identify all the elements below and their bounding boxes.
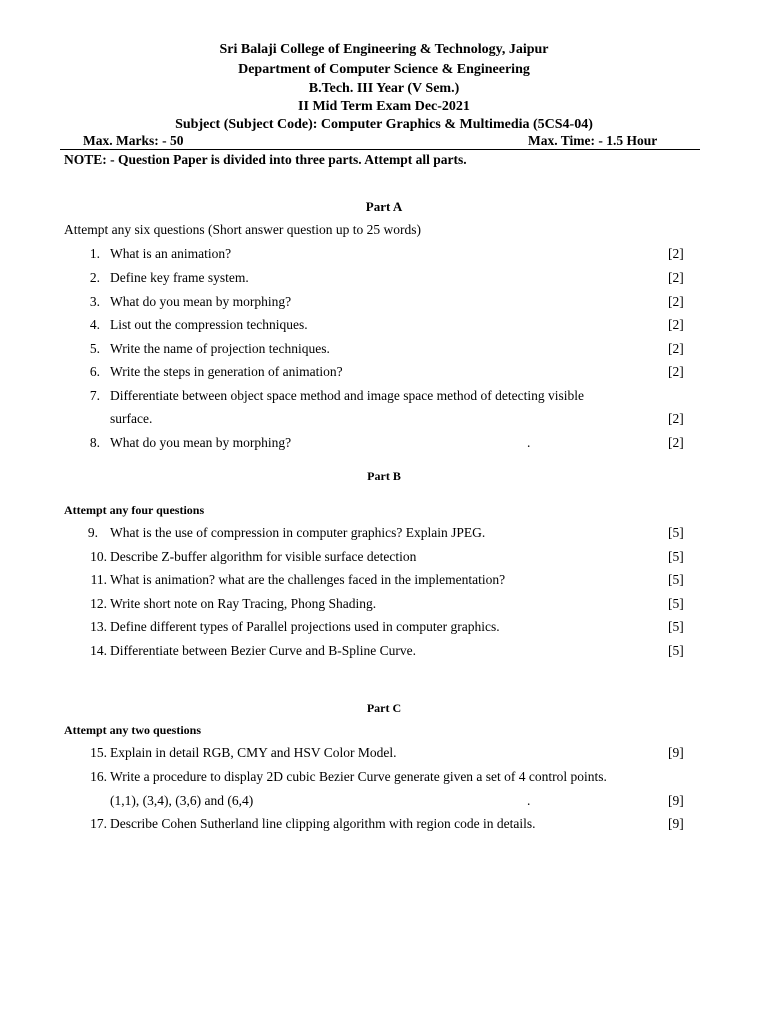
question-number: 7. xyxy=(89,388,100,403)
question-number: 10. xyxy=(90,549,107,564)
question-text: Differentiate between object space method and image space method of detecting visible xyxy=(110,388,584,403)
question-text: What do you mean by morphing? xyxy=(110,294,292,309)
question-text: List out the compression techniques. xyxy=(110,317,308,332)
question-text: Explain in detail RGB, CMY and HSV Color Model. xyxy=(110,745,397,760)
stray-dot: . xyxy=(527,793,531,808)
question-marks: [2] xyxy=(668,435,684,450)
question-marks: [2] xyxy=(668,317,684,332)
question-marks: [5] xyxy=(668,619,684,634)
question-marks: [5] xyxy=(668,525,684,540)
question-number: 16. xyxy=(90,769,107,784)
question-text: Define key frame system. xyxy=(110,270,249,285)
question-number: 9. xyxy=(87,525,98,540)
question-marks: [2] xyxy=(668,270,684,285)
question-text: Write short note on Ray Tracing, Phong Shading. xyxy=(110,596,377,611)
question-text: What is an animation? xyxy=(110,246,232,261)
question-text-continued: (1,1), (3,4), (3,6) and (6,4) xyxy=(110,793,254,808)
question-marks: [5] xyxy=(668,549,684,564)
question-number: 15. xyxy=(90,745,107,760)
part-c-instruction: Attempt any two questions xyxy=(64,723,202,737)
question-marks: [2] xyxy=(668,411,684,426)
part-c-title: Part C xyxy=(366,701,402,715)
question-marks: [2] xyxy=(668,246,684,261)
part-b-title: Part B xyxy=(367,469,401,483)
question-text: Define different types of Parallel projections used in computer graphics. xyxy=(110,619,500,634)
question-marks: [2] xyxy=(668,364,684,379)
exam-note: NOTE: - Question Paper is divided into three parts. Attempt all parts. xyxy=(64,152,467,167)
question-marks: [2] xyxy=(668,341,684,356)
subject-line: Subject (Subject Code): Computer Graphics & Multimedia (5CS4-04) xyxy=(175,117,593,132)
question-marks: [9] xyxy=(668,816,684,831)
part-a-instruction: Attempt any six questions (Short answer question up to 25 words) xyxy=(64,222,421,237)
question-number: 8. xyxy=(89,435,100,450)
department-name: Department of Computer Science & Engineering xyxy=(238,62,530,77)
question-text-continued: surface. xyxy=(110,411,153,426)
question-text: Differentiate between Bezier Curve and B-Spline Curve. xyxy=(110,643,417,658)
question-number: 12. xyxy=(90,596,107,611)
question-marks: [5] xyxy=(668,643,684,658)
part-b-instruction: Attempt any four questions xyxy=(64,503,205,517)
part-a-title: Part A xyxy=(365,199,403,214)
question-text: Write the steps in generation of animation? xyxy=(110,364,343,379)
question-marks: [2] xyxy=(668,294,684,309)
question-text: Write the name of projection techniques. xyxy=(110,341,330,356)
course-year: B.Tech. III Year (V Sem.) xyxy=(308,81,460,96)
header-divider xyxy=(60,149,700,150)
question-number: 11. xyxy=(90,572,107,587)
college-name: Sri Balaji College of Engineering & Technology, Jaipur xyxy=(219,42,549,57)
question-number: 13. xyxy=(90,619,107,634)
question-number: 14. xyxy=(90,643,107,658)
question-text: Describe Z-buffer algorithm for visible surface detection xyxy=(110,549,417,564)
question-number: 5. xyxy=(89,341,100,356)
max-time: Max. Time: - 1.5 Hour xyxy=(528,133,658,148)
question-number: 6. xyxy=(89,364,100,379)
question-text: Write a procedure to display 2D cubic Bezier Curve generate given a set of 4 control points. xyxy=(110,769,607,784)
question-number: 17. xyxy=(90,816,107,831)
question-number: 4. xyxy=(89,317,100,332)
question-number: 1. xyxy=(89,246,100,261)
question-text: What is animation? what are the challenges faced in the implementation? xyxy=(110,572,506,587)
question-marks: [5] xyxy=(668,572,684,587)
question-number: 3. xyxy=(89,294,100,309)
question-marks: [9] xyxy=(668,745,684,760)
stray-dot: . xyxy=(527,435,531,450)
question-marks: [5] xyxy=(668,596,684,611)
question-text: What do you mean by morphing? xyxy=(110,435,292,450)
question-marks: [9] xyxy=(668,793,684,808)
question-text: Describe Cohen Sutherland line clipping algorithm with region code in details. xyxy=(110,816,536,831)
exam-title: II Mid Term Exam Dec-2021 xyxy=(298,99,470,114)
max-marks: Max. Marks: - 50 xyxy=(83,133,184,148)
question-number: 2. xyxy=(89,270,100,285)
question-text: What is the use of compression in computer graphics? Explain JPEG. xyxy=(110,525,486,540)
